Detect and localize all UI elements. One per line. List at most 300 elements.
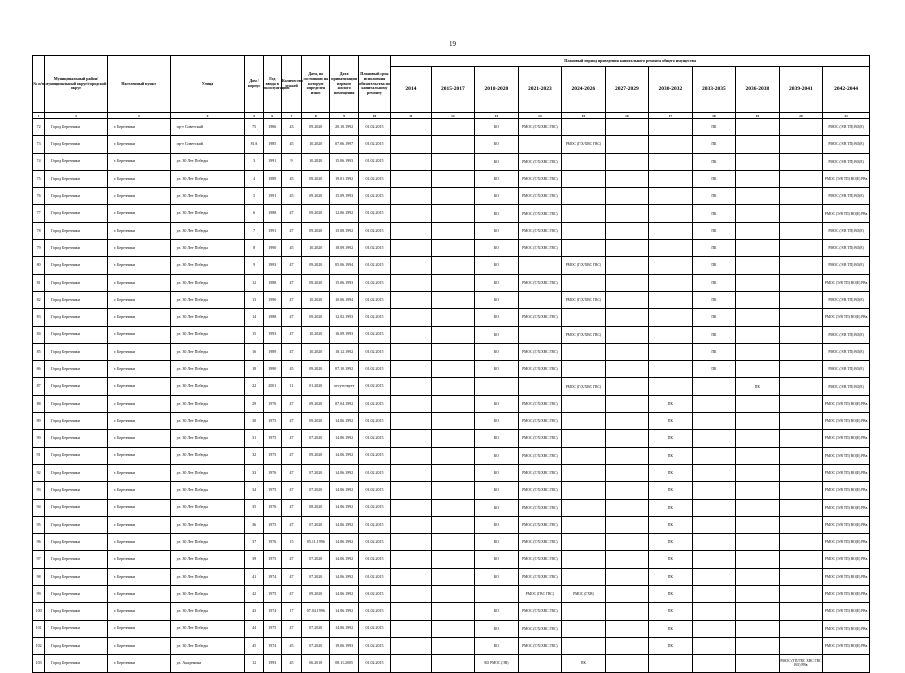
cell-period-2027-2029 bbox=[605, 551, 649, 568]
cell-f: 47 bbox=[281, 482, 301, 499]
cell-d: Город Березники bbox=[45, 188, 108, 205]
cell-o: 09.2020 bbox=[302, 257, 330, 274]
cell-p: 14.06.1992 bbox=[330, 603, 358, 620]
cell-period-2042-2044: РМОС (Э/В ТП) ВО(Е) bbox=[823, 136, 870, 153]
cell-period-2021-2023 bbox=[518, 655, 562, 672]
table-row bbox=[33, 551, 870, 568]
cell-period-2042-2044: РМОС (Э/В ТП) ВО(Е) bbox=[823, 326, 870, 343]
cell-period-2027-2029 bbox=[605, 586, 649, 603]
cell-o: 07.2020 bbox=[302, 637, 330, 654]
cell-period-2021-2023: РМОС (Г/Х/ХВС ГВС) bbox=[518, 620, 562, 637]
cell-period-2024-2026 bbox=[562, 568, 606, 585]
cell-period-2014 bbox=[391, 447, 431, 464]
table-row bbox=[33, 413, 870, 430]
cell-period-2033-2035: ПК bbox=[692, 170, 736, 187]
cell-period-2042-2044: РМОС (Э/В ТП) ВО(Е) bbox=[823, 153, 870, 170]
cell-period-2027-2029 bbox=[605, 637, 649, 654]
cell-o: 09.2020 bbox=[302, 222, 330, 239]
cell-period-2018-2020: КО bbox=[475, 637, 519, 654]
table-row bbox=[33, 637, 870, 654]
cell-period-2024-2026 bbox=[562, 482, 606, 499]
cell-period-2015-2017 bbox=[431, 309, 475, 326]
cell-t: 01.02.2015 bbox=[358, 637, 390, 654]
cell-f: 15 bbox=[281, 534, 301, 551]
cell-o: 08.2020 bbox=[302, 499, 330, 516]
cell-n: 102 bbox=[33, 637, 45, 654]
cell-period-2018-2020: КО bbox=[475, 620, 519, 637]
cell-period-2030-2032: ПК bbox=[649, 482, 693, 499]
header-col-number: 5 bbox=[245, 113, 263, 119]
cell-d: Город Березники bbox=[45, 274, 108, 291]
cell-period-2039-2041 bbox=[779, 240, 823, 257]
header-period-title: Плановый период проведения капитального ремонта общего имущества bbox=[391, 56, 870, 67]
header-col-number: 18 bbox=[692, 113, 736, 119]
cell-period-2039-2041 bbox=[779, 153, 823, 170]
cell-o: 07.2020 bbox=[302, 516, 330, 533]
cell-period-2015-2017 bbox=[431, 136, 475, 153]
cell-f: 45 bbox=[281, 361, 301, 378]
cell-s: г. Березники bbox=[107, 620, 170, 637]
cell-period-2036-2038 bbox=[736, 499, 780, 516]
cell-period-2015-2017 bbox=[431, 568, 475, 585]
cell-f: 45 bbox=[281, 188, 301, 205]
cell-st: ул. 30 Лет Победы bbox=[170, 516, 245, 533]
cell-period-2030-2032 bbox=[649, 153, 693, 170]
cell-period-2014 bbox=[391, 240, 431, 257]
cell-d: Город Березники bbox=[45, 637, 108, 654]
cell-period-2024-2026 bbox=[562, 188, 606, 205]
cell-period-2021-2023: РМОС (Г/Х/ХВС ГВС) bbox=[518, 153, 562, 170]
cell-period-2024-2026 bbox=[562, 361, 606, 378]
cell-n: 95 bbox=[33, 516, 45, 533]
cell-period-2021-2023 bbox=[518, 378, 562, 395]
cell-n: 82 bbox=[33, 291, 45, 308]
cell-o: 09.2020 bbox=[302, 119, 330, 136]
cell-period-2024-2026: РМОС (Г/Х/ХВС ГВС) bbox=[562, 378, 606, 395]
cell-period-2021-2023: РМОС (Г/Х/ХВС ГВС) bbox=[518, 534, 562, 551]
cell-s: г. Березники bbox=[107, 170, 170, 187]
cell-period-2018-2020: КО bbox=[475, 603, 519, 620]
cell-period-2014 bbox=[391, 395, 431, 412]
cell-period-2039-2041 bbox=[779, 291, 823, 308]
cell-f: 47 bbox=[281, 395, 301, 412]
cell-period-2036-2038 bbox=[736, 586, 780, 603]
cell-period-2042-2044: РМОС (Э/В ТП) ВО(Е) РВв bbox=[823, 430, 870, 447]
cell-period-2018-2020: КО bbox=[475, 534, 519, 551]
cell-f: 45 bbox=[281, 170, 301, 187]
cell-y: 1993 bbox=[263, 257, 281, 274]
cell-st: ул. 30 Лет Победы bbox=[170, 188, 245, 205]
cell-period-2015-2017 bbox=[431, 413, 475, 430]
cell-p: 14.06.1992 bbox=[330, 482, 358, 499]
cell-y: 1991 bbox=[263, 222, 281, 239]
cell-period-2024-2026 bbox=[562, 430, 606, 447]
cell-period-2030-2032: ПК bbox=[649, 603, 693, 620]
cell-period-2014 bbox=[391, 551, 431, 568]
cell-period-2030-2032 bbox=[649, 655, 693, 672]
cell-period-2024-2026 bbox=[562, 119, 606, 136]
cell-period-2033-2035: ПК bbox=[692, 361, 736, 378]
table-row bbox=[33, 119, 870, 136]
cell-n: 90 bbox=[33, 430, 45, 447]
table-row bbox=[33, 534, 870, 551]
cell-period-2021-2023: РМОС (Г/Х/ХВС ГВС) bbox=[518, 205, 562, 222]
cell-p: 14.06.1992 bbox=[330, 499, 358, 516]
cell-p: 15.06.1993 bbox=[330, 153, 358, 170]
cell-y: 1989 bbox=[263, 170, 281, 187]
cell-period-2018-2020 bbox=[475, 586, 519, 603]
cell-p: 15.09.1993 bbox=[330, 188, 358, 205]
cell-o: 09.2020 bbox=[302, 395, 330, 412]
cell-o: 09.2020 bbox=[302, 309, 330, 326]
cell-period-2018-2020: КО bbox=[475, 499, 519, 516]
cell-t: 01.02.2015 bbox=[358, 378, 390, 395]
cell-period-2027-2029 bbox=[605, 136, 649, 153]
cell-period-2042-2044: РМОС (Э/В ТП) ВО(Е) РВв bbox=[823, 620, 870, 637]
cell-d: Город Березники bbox=[45, 153, 108, 170]
cell-n: 96 bbox=[33, 534, 45, 551]
cell-period-2027-2029 bbox=[605, 655, 649, 672]
cell-st: ул. 30 Лет Победы bbox=[170, 620, 245, 637]
cell-o: 09.2020 bbox=[302, 205, 330, 222]
cell-f: 45 bbox=[281, 637, 301, 654]
cell-n: 89 bbox=[33, 413, 45, 430]
cell-period-2015-2017 bbox=[431, 395, 475, 412]
cell-y: 1975 bbox=[263, 586, 281, 603]
cell-st: ул. 30 Лет Победы bbox=[170, 603, 245, 620]
cell-y: 1989 bbox=[263, 343, 281, 360]
cell-period-2042-2044: РМОС (Э/В ТП) ВО(Е) РВв bbox=[823, 568, 870, 585]
cell-t: 01.02.2015 bbox=[358, 326, 390, 343]
cell-period-2015-2017 bbox=[431, 153, 475, 170]
cell-period-2030-2032 bbox=[649, 343, 693, 360]
cell-h: 6 bbox=[245, 205, 263, 222]
cell-period-2021-2023: РМОС (Г/Х/ХВС ГВС) bbox=[518, 188, 562, 205]
cell-p: 14.06.1992 bbox=[330, 430, 358, 447]
cell-d: Город Березники bbox=[45, 343, 108, 360]
cell-st: ул. 30 Лет Победы bbox=[170, 413, 245, 430]
cell-period-2018-2020: КО РМОС (ЭВ) bbox=[475, 655, 519, 672]
cell-y: 1988 bbox=[263, 309, 281, 326]
table-row bbox=[33, 447, 870, 464]
cell-period-2039-2041 bbox=[779, 222, 823, 239]
header-col-number: 11 bbox=[391, 113, 431, 119]
cell-s: г. Березники bbox=[107, 378, 170, 395]
table-row bbox=[33, 499, 870, 516]
cell-o: 01.2020 bbox=[302, 378, 330, 395]
cell-period-2036-2038 bbox=[736, 447, 780, 464]
cell-period-2036-2038 bbox=[736, 119, 780, 136]
cell-t: 01.02.2015 bbox=[358, 551, 390, 568]
cell-period-2021-2023: РМОС (Г/Х/ХВС ГВС) bbox=[518, 482, 562, 499]
cell-d: Город Березники bbox=[45, 413, 108, 430]
cell-p: 07.10.1992 bbox=[330, 361, 358, 378]
cell-period-2015-2017 bbox=[431, 586, 475, 603]
cell-period-2015-2017 bbox=[431, 378, 475, 395]
cell-s: г. Березники bbox=[107, 136, 170, 153]
cell-period-2042-2044: РМОС (Э/В ТП) ВО(Е) РВв bbox=[823, 274, 870, 291]
cell-h: 35 bbox=[245, 499, 263, 516]
cell-t: 01.02.2015 bbox=[358, 568, 390, 585]
cell-period-2024-2026 bbox=[562, 343, 606, 360]
cell-n: 92 bbox=[33, 464, 45, 481]
cell-period-2021-2023: РМОС (Г/Х/ХВС ГВС) bbox=[518, 170, 562, 187]
cell-period-2042-2044: РМОС (Э/В ТП) ВО(Е) РВв bbox=[823, 482, 870, 499]
cell-p: 14.06.1992 bbox=[330, 568, 358, 585]
cell-d: Город Березники bbox=[45, 205, 108, 222]
cell-period-2036-2038 bbox=[736, 482, 780, 499]
cell-period-2039-2041 bbox=[779, 413, 823, 430]
cell-period-2021-2023: РМОС (Г/Х/ХВС ГВС) bbox=[518, 464, 562, 481]
cell-s: г. Березники bbox=[107, 326, 170, 343]
cell-y: 1975 bbox=[263, 551, 281, 568]
cell-period-2021-2023: РМОС (Г/Х/ХВС ГВС) bbox=[518, 499, 562, 516]
cell-period-2030-2032: ПК bbox=[649, 551, 693, 568]
cell-period-2027-2029 bbox=[605, 222, 649, 239]
cell-period-2042-2044: РМОС (Э/В ТП) ВО(Е) РВв bbox=[823, 205, 870, 222]
cell-p: 14.06.1992 bbox=[330, 534, 358, 551]
table-row bbox=[33, 620, 870, 637]
cell-period-2027-2029 bbox=[605, 534, 649, 551]
cell-period-2021-2023: РМОС (Г/Х/ХВС ГВС) bbox=[518, 395, 562, 412]
cell-f: 45 bbox=[281, 655, 301, 672]
header-year-2014: 2014 bbox=[391, 67, 431, 113]
cell-n: 101 bbox=[33, 620, 45, 637]
table-row bbox=[33, 361, 870, 378]
cell-period-2036-2038 bbox=[736, 603, 780, 620]
cell-period-2039-2041 bbox=[779, 482, 823, 499]
cell-period-2036-2038 bbox=[736, 551, 780, 568]
cell-period-2027-2029 bbox=[605, 274, 649, 291]
cell-t: 01.02.2015 bbox=[358, 464, 390, 481]
cell-period-2036-2038 bbox=[736, 136, 780, 153]
cell-period-2018-2020: КО bbox=[475, 464, 519, 481]
cell-period-2042-2044: РМОС (Э/В ТП) ВО(Е) bbox=[823, 119, 870, 136]
cell-d: Город Березники bbox=[45, 551, 108, 568]
cell-t: 01.02.2015 bbox=[358, 499, 390, 516]
cell-period-2018-2020: КО bbox=[475, 188, 519, 205]
cell-period-2030-2032 bbox=[649, 274, 693, 291]
cell-period-2036-2038 bbox=[736, 637, 780, 654]
cell-h: 32 bbox=[245, 447, 263, 464]
cell-period-2024-2026 bbox=[562, 274, 606, 291]
cell-period-2033-2035: ПК bbox=[692, 188, 736, 205]
cell-y: 1976 bbox=[263, 534, 281, 551]
cell-period-2042-2044: РМОС (Э/В ТП) ВО(Е) bbox=[823, 291, 870, 308]
cell-period-2015-2017 bbox=[431, 343, 475, 360]
cell-s: г. Березники bbox=[107, 153, 170, 170]
cell-period-2027-2029 bbox=[605, 257, 649, 274]
cell-y: 1976 bbox=[263, 395, 281, 412]
cell-y: 1975 bbox=[263, 482, 281, 499]
cell-period-2021-2023: РМОС (Г/Х/ХВС ГВС) bbox=[518, 551, 562, 568]
header-col-number: 9 bbox=[330, 113, 358, 119]
cell-period-2039-2041 bbox=[779, 499, 823, 516]
cell-period-2014 bbox=[391, 222, 431, 239]
cell-period-2042-2044: РМОС (Э/В ТП) ВО(Е) bbox=[823, 257, 870, 274]
cell-d: Город Березники bbox=[45, 447, 108, 464]
table-header bbox=[33, 56, 870, 119]
cell-st: ул. 30 Лет Победы bbox=[170, 568, 245, 585]
cell-f: 47 bbox=[281, 464, 301, 481]
cell-period-2018-2020: КО bbox=[475, 257, 519, 274]
cell-period-2018-2020: КО bbox=[475, 551, 519, 568]
cell-period-2030-2032: ПК bbox=[649, 516, 693, 533]
cell-period-2030-2032 bbox=[649, 136, 693, 153]
cell-y: 1993 bbox=[263, 655, 281, 672]
cell-period-2015-2017 bbox=[431, 620, 475, 637]
table-row bbox=[33, 378, 870, 395]
cell-period-2042-2044: РМОС (Э/В ТП) ВО(Е) РВв bbox=[823, 534, 870, 551]
page-number: 19 bbox=[449, 40, 456, 48]
cell-d: Город Березники bbox=[45, 170, 108, 187]
cell-period-2027-2029 bbox=[605, 482, 649, 499]
table-row bbox=[33, 240, 870, 257]
cell-period-2015-2017 bbox=[431, 361, 475, 378]
cell-period-2027-2029 bbox=[605, 395, 649, 412]
cell-period-2018-2020: КО bbox=[475, 136, 519, 153]
cell-o: 09.2020 bbox=[302, 447, 330, 464]
cell-p: 14.06.1992 bbox=[330, 447, 358, 464]
cell-period-2024-2026 bbox=[562, 620, 606, 637]
cell-o: 09.2020 bbox=[302, 586, 330, 603]
cell-f: 47 bbox=[281, 413, 301, 430]
cell-period-2014 bbox=[391, 637, 431, 654]
cell-period-2030-2032 bbox=[649, 291, 693, 308]
cell-period-2033-2035: ПК bbox=[692, 153, 736, 170]
cell-h: 18 bbox=[245, 361, 263, 378]
table-row bbox=[33, 655, 870, 672]
header-last-overhaul: Дата, по состоянию на которую определен износ bbox=[302, 56, 330, 113]
cell-period-2030-2032: ПК bbox=[649, 499, 693, 516]
cell-d: Город Березники bbox=[45, 309, 108, 326]
cell-y: 1975 bbox=[263, 516, 281, 533]
cell-y: 1988 bbox=[263, 274, 281, 291]
cell-period-2014 bbox=[391, 620, 431, 637]
cell-h: 44 bbox=[245, 620, 263, 637]
cell-period-2015-2017 bbox=[431, 655, 475, 672]
cell-o: 07.2020 bbox=[302, 464, 330, 481]
cell-t: 01.02.2015 bbox=[358, 413, 390, 430]
cell-y: 1976 bbox=[263, 499, 281, 516]
table-row bbox=[33, 430, 870, 447]
cell-period-2014 bbox=[391, 534, 431, 551]
table-row bbox=[33, 170, 870, 187]
cell-period-2015-2017 bbox=[431, 551, 475, 568]
cell-s: г. Березники bbox=[107, 343, 170, 360]
cell-period-2027-2029 bbox=[605, 413, 649, 430]
cell-h: 9 bbox=[245, 257, 263, 274]
cell-f: 47 bbox=[281, 551, 301, 568]
cell-period-2015-2017 bbox=[431, 326, 475, 343]
cell-o: 05.11.1996 bbox=[302, 534, 330, 551]
cell-period-2039-2041 bbox=[779, 361, 823, 378]
cell-period-2033-2035: ПК bbox=[692, 343, 736, 360]
cell-p: 07.04.1992 bbox=[330, 395, 358, 412]
cell-period-2027-2029 bbox=[605, 240, 649, 257]
cell-period-2021-2023: РМОС (Г/Х/ХВС ГВС) bbox=[518, 413, 562, 430]
cell-period-2024-2026: РМОС (Г/Х/ХВС ГВС) bbox=[562, 291, 606, 308]
cell-o: 10.2020 bbox=[302, 343, 330, 360]
cell-period-2033-2035 bbox=[692, 378, 736, 395]
cell-period-2018-2020: КО bbox=[475, 309, 519, 326]
cell-period-2036-2038 bbox=[736, 655, 780, 672]
cell-period-2027-2029 bbox=[605, 430, 649, 447]
header-privatization: Дата приватизации первого жилого помещения bbox=[330, 56, 358, 113]
cell-period-2030-2032: ПК bbox=[649, 586, 693, 603]
cell-h: 37 bbox=[245, 534, 263, 551]
cell-o: 10.2020 bbox=[302, 291, 330, 308]
table-row bbox=[33, 482, 870, 499]
cell-period-2033-2035 bbox=[692, 482, 736, 499]
cell-y: 1974 bbox=[263, 568, 281, 585]
cell-p: 19.06.1993 bbox=[330, 637, 358, 654]
cell-period-2042-2044: РМОС (Э/В ТП) ВО(Е) РВв bbox=[823, 499, 870, 516]
cell-period-2027-2029 bbox=[605, 603, 649, 620]
cell-t: 01.02.2015 bbox=[358, 257, 390, 274]
header-col-number: 4 bbox=[170, 113, 245, 119]
cell-f: 47 bbox=[281, 309, 301, 326]
header-floors: Количество этажей bbox=[281, 56, 301, 113]
cell-period-2042-2044: РМОС (Э/В ТП) ВО(Е) РВв bbox=[823, 413, 870, 430]
cell-h: 42 bbox=[245, 586, 263, 603]
cell-period-2039-2041 bbox=[779, 136, 823, 153]
cell-p: 18.12.1992 bbox=[330, 343, 358, 360]
cell-d: Город Березники bbox=[45, 534, 108, 551]
cell-s: г. Березники bbox=[107, 119, 170, 136]
table-row bbox=[33, 257, 870, 274]
cell-period-2039-2041 bbox=[779, 257, 823, 274]
cell-period-2014 bbox=[391, 361, 431, 378]
cell-period-2030-2032 bbox=[649, 257, 693, 274]
cell-period-2024-2026 bbox=[562, 170, 606, 187]
cell-period-2039-2041 bbox=[779, 170, 823, 187]
cell-h: 13 bbox=[245, 291, 263, 308]
cell-period-2024-2026 bbox=[562, 637, 606, 654]
cell-st: ул. 30 Лет Победы bbox=[170, 153, 245, 170]
cell-period-2030-2032 bbox=[649, 205, 693, 222]
header-year-2027-2029: 2027-2029 bbox=[605, 67, 649, 113]
cell-period-2014 bbox=[391, 326, 431, 343]
cell-h: 5 bbox=[245, 188, 263, 205]
cell-period-2024-2026 bbox=[562, 464, 606, 481]
cell-period-2033-2035: ПК bbox=[692, 240, 736, 257]
cell-s: г. Березники bbox=[107, 413, 170, 430]
cell-d: Город Березники bbox=[45, 464, 108, 481]
cell-d: Город Березники bbox=[45, 222, 108, 239]
cell-period-2018-2020: КО bbox=[475, 343, 519, 360]
cell-period-2030-2032 bbox=[649, 326, 693, 343]
cell-st: ул. 30 Лет Победы bbox=[170, 240, 245, 257]
cell-period-2027-2029 bbox=[605, 188, 649, 205]
cell-p: 15.08.1992 bbox=[330, 222, 358, 239]
cell-st: ул. 30 Лет Победы bbox=[170, 637, 245, 654]
cell-o: 09.2020 bbox=[302, 188, 330, 205]
cell-n: 103 bbox=[33, 655, 45, 672]
cell-period-2018-2020: КО bbox=[475, 516, 519, 533]
cell-period-2014 bbox=[391, 499, 431, 516]
cell-period-2030-2032 bbox=[649, 222, 693, 239]
cell-h: 45 bbox=[245, 637, 263, 654]
cell-f: 17 bbox=[281, 603, 301, 620]
cell-h: 81А bbox=[245, 136, 263, 153]
cell-period-2027-2029 bbox=[605, 153, 649, 170]
cell-period-2039-2041 bbox=[779, 378, 823, 395]
cell-period-2033-2035 bbox=[692, 534, 736, 551]
cell-period-2014 bbox=[391, 586, 431, 603]
header-col-number: 15 bbox=[562, 113, 606, 119]
cell-h: 75 bbox=[245, 119, 263, 136]
